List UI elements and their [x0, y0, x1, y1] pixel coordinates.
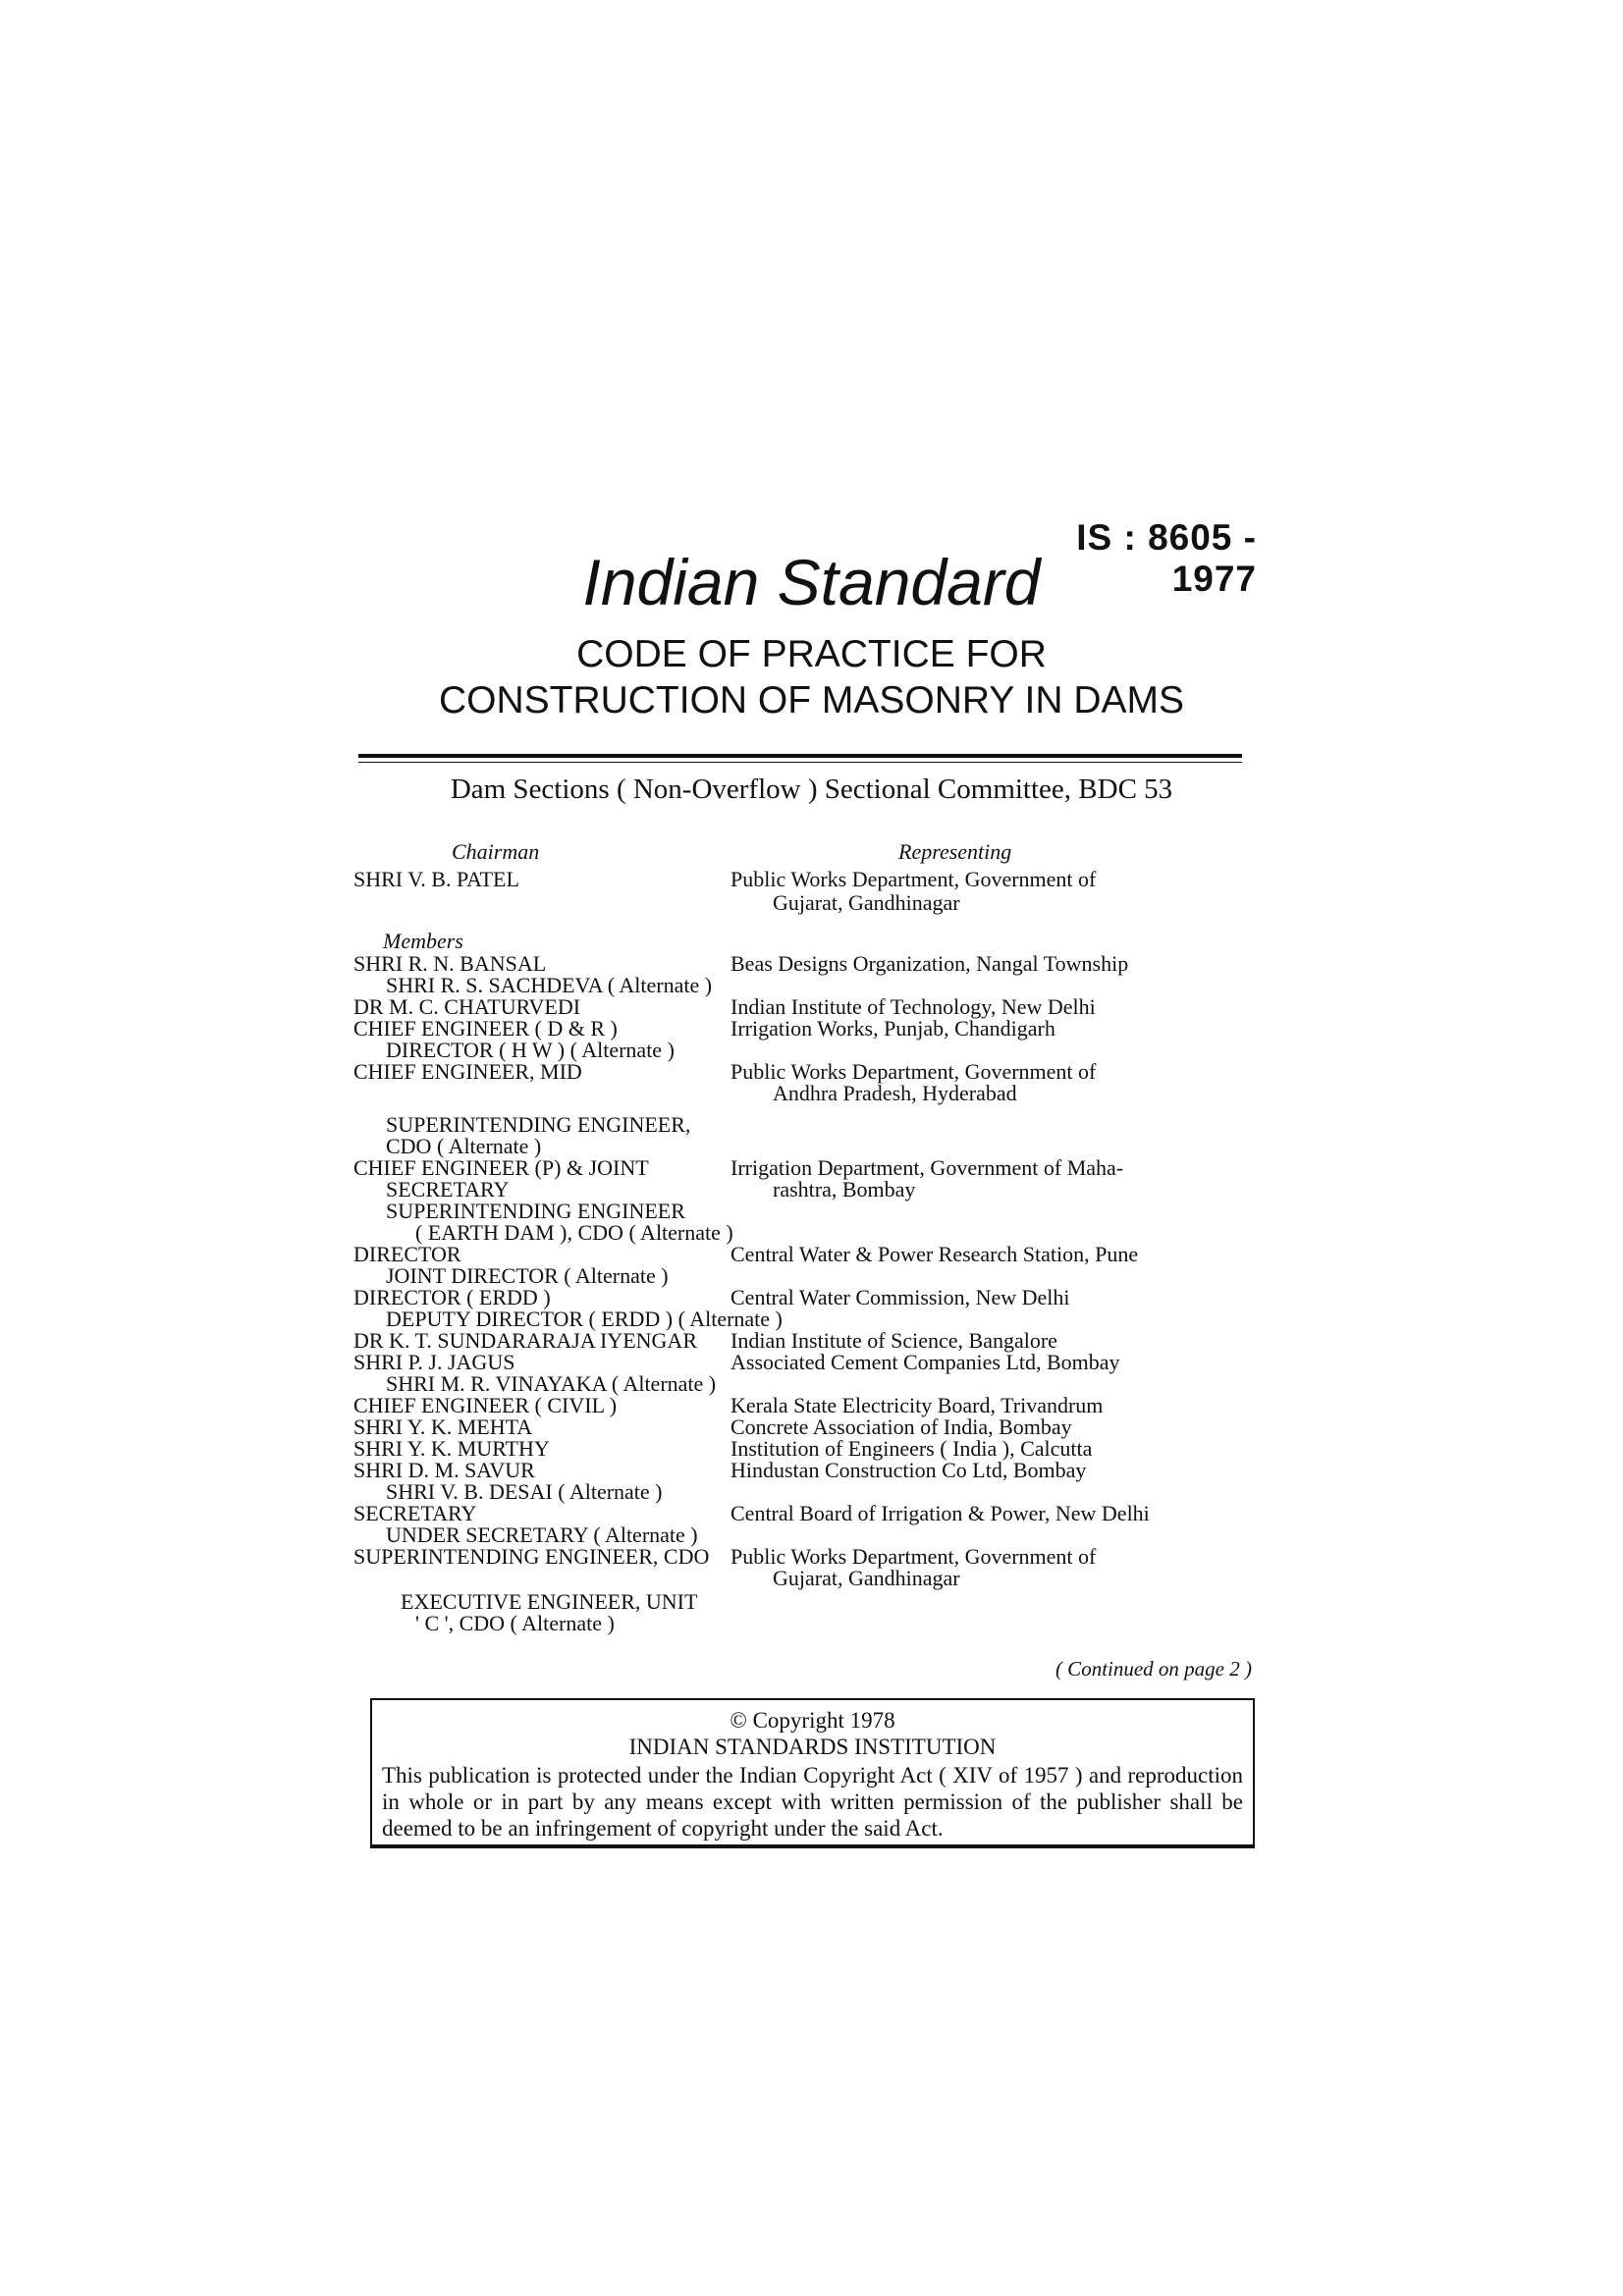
- copyright-notice: © Copyright 1978: [730, 1708, 895, 1733]
- copyright-box: [370, 1698, 1255, 1848]
- member-org-line1: Public Works Department, Government of: [730, 1059, 1097, 1084]
- member-org: Central Board of Irrigation & Power, New Delhi: [730, 1501, 1150, 1525]
- member-name: SHRI R. N. BANSAL: [353, 951, 547, 976]
- members-heading: Members: [383, 929, 463, 953]
- member-org: Indian Institute of Science, Bangalore: [730, 1328, 1057, 1353]
- member-org: Institution of Engineers ( India ), Calcutta: [730, 1436, 1093, 1461]
- committee-name: Dam Sections ( Non-Overflow ) Sectional Committee, BDC 53: [450, 774, 1173, 805]
- representing-heading: Representing: [898, 839, 1012, 864]
- member-name: DIRECTOR ( ERDD ): [353, 1285, 551, 1309]
- member-name: JOINT DIRECTOR ( Alternate ): [386, 1263, 669, 1288]
- member-org-line2: rashtra, Bombay: [773, 1177, 916, 1201]
- member-name: SHRI Y. K. MEHTA: [353, 1415, 533, 1439]
- member-org: Central Water & Power Research Station, Pune: [730, 1242, 1139, 1266]
- member-org-line2: Andhra Pradesh, Hyderabad: [773, 1081, 1017, 1105]
- member-name: CHIEF ENGINEER ( D & R ): [353, 1016, 618, 1041]
- member-name-line1: EXECUTIVE ENGINEER, UNIT: [401, 1589, 698, 1614]
- copyright-publisher: INDIAN STANDARDS INSTITUTION: [628, 1735, 997, 1759]
- member-org: Indian Institute of Technology, New Delhi: [730, 994, 1096, 1019]
- member-name: SHRI P. J. JAGUS: [353, 1350, 515, 1374]
- member-name: SECRETARY: [353, 1501, 477, 1525]
- copyright-text: This publication is protected under the Indian Copyright Act ( XIV of 1957 ) and reproduction in whole or in part by any means except with written permission of the publisher shall be deemed to be an infringement of copyright under the said Act.: [382, 1763, 1243, 1841]
- member-name-line1: SUPERINTENDING ENGINEER,: [386, 1112, 691, 1137]
- chairman-name: SHRI V. B. PATEL: [353, 867, 519, 891]
- document-subtitle-line2: CONSTRUCTION OF MASONRY IN DAMS: [438, 679, 1185, 721]
- member-org: Central Water Commission, New Delhi: [730, 1285, 1070, 1309]
- member-org: Irrigation Works, Punjab, Chandigarh: [730, 1016, 1055, 1041]
- member-name: SUPERINTENDING ENGINEER, CDO: [353, 1544, 710, 1569]
- member-name: DEPUTY DIRECTOR ( ERDD ) ( Alternate ): [386, 1307, 783, 1331]
- member-org-line2: Gujarat, Gandhinagar: [773, 1566, 960, 1590]
- document-title: Indian Standard: [582, 546, 1041, 618]
- member-org-line1: Public Works Department, Government of: [730, 1544, 1097, 1569]
- member-name: CHIEF ENGINEER, MID: [353, 1059, 582, 1084]
- member-org: Kerala State Electricity Board, Trivandrum: [730, 1393, 1104, 1417]
- member-name: SHRI D. M. SAVUR: [353, 1458, 535, 1482]
- member-name: DR K. T. SUNDARARAJA IYENGAR: [353, 1328, 697, 1353]
- member-name-line2: SECRETARY: [386, 1177, 510, 1201]
- chairman-org-line2: Gujarat, Gandhinagar: [773, 890, 960, 915]
- member-name-line1: SUPERINTENDING ENGINEER: [386, 1199, 685, 1223]
- member-name: SHRI M. R. VINAYAKA ( Alternate ): [386, 1371, 717, 1396]
- member-name: DIRECTOR ( H W ) ( Alternate ): [386, 1038, 675, 1062]
- member-name-line2: ' C ', CDO ( Alternate ): [415, 1611, 615, 1635]
- member-name: DIRECTOR: [353, 1242, 461, 1266]
- member-name-line2: CDO ( Alternate ): [386, 1134, 542, 1158]
- member-org: Beas Designs Organization, Nangal Township: [730, 951, 1129, 976]
- chairman-org-line1: Public Works Department, Government of: [730, 867, 1097, 891]
- title-rule: [358, 754, 1242, 758]
- member-name: SHRI R. S. SACHDEVA ( Alternate ): [386, 973, 713, 997]
- member-org: Concrete Association of India, Bombay: [730, 1415, 1072, 1439]
- member-name: DR M. C. CHATURVEDI: [353, 994, 581, 1019]
- member-name: SHRI Y. K. MURTHY: [353, 1436, 550, 1461]
- document-subtitle-line1: CODE OF PRACTICE FOR: [576, 633, 1047, 675]
- member-name-line2: ( EARTH DAM ), CDO ( Alternate ): [415, 1220, 733, 1245]
- member-name: UNDER SECRETARY ( Alternate ): [386, 1522, 698, 1547]
- standard-number: IS : 8605 - 1977: [1076, 517, 1257, 599]
- member-name: CHIEF ENGINEER ( CIVIL ): [353, 1393, 618, 1417]
- chairman-heading: Chairman: [452, 839, 540, 864]
- member-org: Associated Cement Companies Ltd, Bombay: [730, 1350, 1120, 1374]
- member-name-line1: CHIEF ENGINEER (P) & JOINT: [353, 1155, 649, 1180]
- member-name: SHRI V. B. DESAI ( Alternate ): [386, 1479, 663, 1504]
- member-org-line1: Irrigation Department, Government of Maha-: [730, 1155, 1124, 1180]
- continued-note: ( Continued on page 2 ): [1055, 1657, 1252, 1681]
- title-rule-thin: [358, 762, 1242, 763]
- member-org: Hindustan Construction Co Ltd, Bombay: [730, 1458, 1087, 1482]
